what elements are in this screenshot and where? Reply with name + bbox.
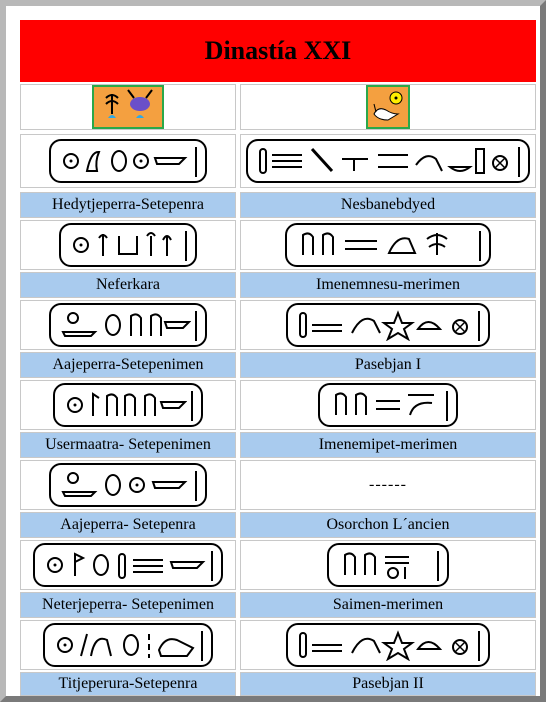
cartouche-cell-3-right bbox=[240, 300, 536, 350]
cartouche-4-right bbox=[318, 383, 458, 427]
cartouche-cell-1-right bbox=[240, 134, 536, 188]
king-name-right: Nesbanebdyed bbox=[240, 192, 536, 218]
sedge-bee-sign-icon bbox=[92, 85, 164, 129]
placeholder-dashes: ------ bbox=[369, 476, 407, 493]
cartouche-3-left bbox=[49, 303, 207, 347]
cartouche-cell-7-right bbox=[240, 620, 536, 670]
king-name-left: Neferkara bbox=[20, 272, 236, 298]
king-name-left: Hedytjeperra-Setepenra bbox=[20, 192, 236, 218]
cartouche-cell-6-left bbox=[20, 540, 236, 590]
placeholder-cell bbox=[240, 460, 536, 510]
cartouche-cell-3-left bbox=[20, 300, 236, 350]
cartouche-7-right bbox=[286, 623, 490, 667]
cartouche-cell-2-right bbox=[240, 220, 536, 270]
cartouche-2-left bbox=[59, 223, 197, 267]
page-title: Dinastía XXI bbox=[20, 20, 536, 82]
cartouche-cell-7-left bbox=[20, 620, 236, 670]
cartouche-7-left bbox=[43, 623, 213, 667]
cartouche-cell-2-left bbox=[20, 220, 236, 270]
dynasty-table bbox=[12, 12, 544, 698]
cartouche-1-right bbox=[246, 139, 530, 183]
goose-sun-sign-icon bbox=[366, 85, 410, 129]
cartouche-2-right bbox=[285, 223, 491, 267]
cartouche-1-left bbox=[49, 139, 207, 183]
king-name-left: Neterjeperra- Setepenimen bbox=[20, 592, 236, 618]
cartouche-3-right bbox=[286, 303, 490, 347]
cartouche-cell-6-right bbox=[240, 540, 536, 590]
king-name-right: Pasebjan I bbox=[240, 352, 536, 378]
king-name-right: Imenemnesu-merimen bbox=[240, 272, 536, 298]
cartouche-6-right bbox=[327, 543, 449, 587]
cartouche-6-left bbox=[33, 543, 223, 587]
title-sign-cell-left bbox=[20, 84, 236, 130]
title-sign-cell-right bbox=[240, 84, 536, 130]
king-name-right: Osorchon L´ancien bbox=[240, 512, 536, 538]
king-name-left: Aajeperra-Setepenimen bbox=[20, 352, 236, 378]
king-name-left: Usermaatra- Setepenimen bbox=[20, 432, 236, 458]
cartouche-5-left bbox=[49, 463, 207, 507]
cartouche-cell-5-left bbox=[20, 460, 236, 510]
king-name-left: Titjeperura-Setepenra bbox=[20, 672, 236, 696]
cartouche-cell-1-left bbox=[20, 134, 236, 188]
king-name-left: Aajeperra- Setepenra bbox=[20, 512, 236, 538]
king-name-right: Pasebjan II bbox=[240, 672, 536, 696]
king-name-right: Imenemipet-merimen bbox=[240, 432, 536, 458]
king-name-right: Saimen-merimen bbox=[240, 592, 536, 618]
cartouche-cell-4-right bbox=[240, 380, 536, 430]
cartouche-4-left bbox=[53, 383, 203, 427]
cartouche-cell-4-left bbox=[20, 380, 236, 430]
